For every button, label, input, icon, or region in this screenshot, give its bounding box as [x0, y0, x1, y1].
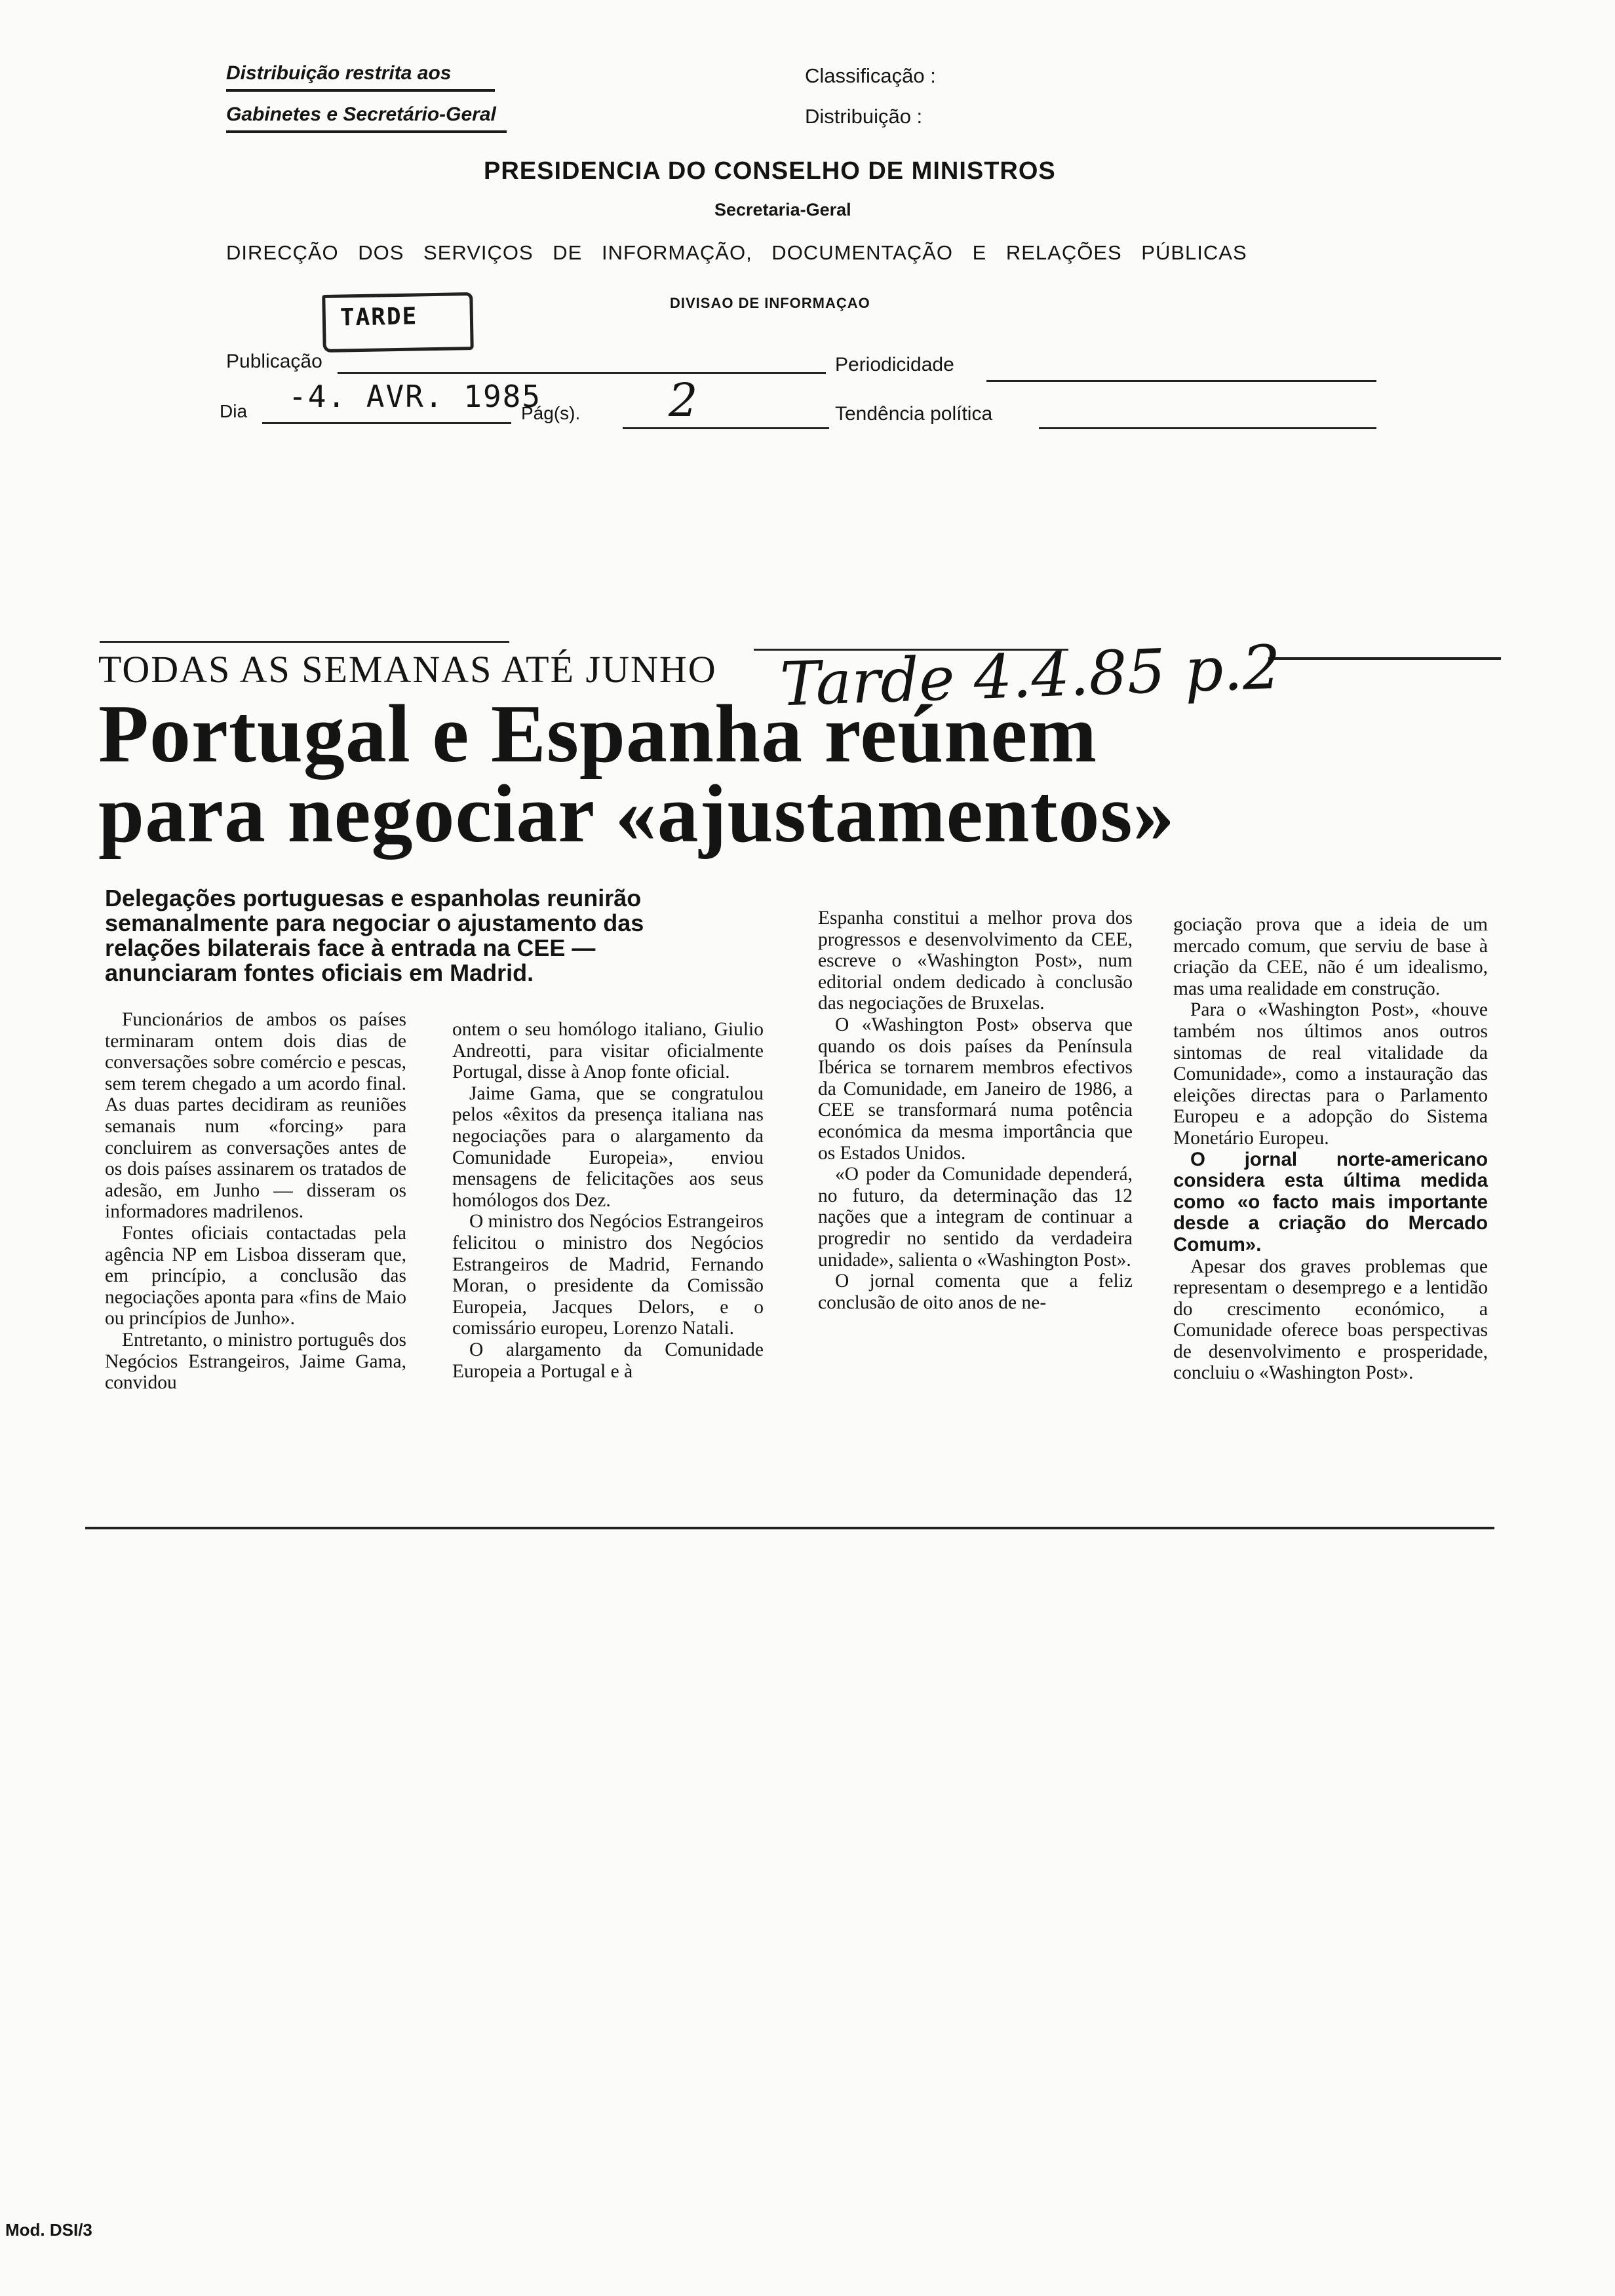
tendencia-line: [1039, 427, 1376, 429]
direccao-title: DIRECÇÃO DOS SERVIÇOS DE INFORMAÇÃO, DOCUMENTAÇÃO E RELAÇÕES PÚBLICAS: [226, 241, 1247, 264]
pags-line: [623, 427, 829, 429]
publication-stamp: [322, 292, 474, 353]
paragraph: ontem o seu homólogo italiano, Giulio Andreotti, para visitar oficialmente Portugal, disse à Anop fonte oficial.: [452, 1019, 764, 1083]
distribution-restricted-label: Distribuição restrita aos: [226, 62, 452, 84]
publicacao-label: Publicação: [226, 351, 322, 372]
underline: [226, 89, 495, 92]
classificacao-label: Classificação :: [805, 64, 936, 87]
date-stamp: -4. AVR. 1985: [288, 379, 542, 414]
kicker: TODAS AS SEMANAS ATÉ JUNHO: [98, 648, 717, 691]
paragraph: Fontes oficiais contactadas pela agência NP em Lisboa disseram que, em princípio, a conclusão das negociações aponta para «fins de Maio ou princípios de Junho».: [105, 1222, 406, 1330]
paragraph: Entretanto, o ministro português dos Negócios Estrangeiros, Jaime Gama, convidou: [105, 1329, 406, 1394]
distribution-recipients-label: Gabinetes e Secretário-Geral: [226, 104, 496, 125]
paragraph: gociação prova que a ideia de um mercado comum, que serviu de base à criação da CEE, não é um idealismo, mas uma realidade em construção.: [1173, 914, 1488, 999]
headline-line-1: Portugal e Espanha reúnem: [98, 689, 1098, 780]
paragraph: Funcionários de ambos os países terminaram ontem dois dias de conversações sobre comércio e pescas, sem terem chegado a um acordo final. As duas partes decidiram as reuniões semanais num «forcing» para concluirem as conversações antes de os dois países assinarem os tratados de adesão, em Junho — disseram os informadores madrilenos.: [105, 1009, 406, 1223]
stamp-text: TARDE: [340, 303, 418, 332]
dia-label: Dia: [220, 401, 248, 421]
paragraph: O jornal comenta que a feliz conclusão de oito anos de ne-: [818, 1271, 1133, 1313]
article-column-1: [105, 1009, 406, 1394]
paragraph: O alargamento da Comunidade Europeia a Portugal e à: [452, 1339, 764, 1382]
article-bottom-rule: [85, 1527, 1494, 1529]
paragraph: O «Washington Post» observa que quando os dois países da Península Ibérica se tornarem membros efectivos da Comunidade, em Janeiro de 1986, a CEE se transformará numa potência económica da mesma importância que os Estados Unidos.: [818, 1014, 1133, 1164]
top-rule-left: [100, 641, 509, 643]
divisao-label: DIVISAO DE INFORMAÇAO: [670, 295, 870, 311]
article-column-3: [818, 908, 1133, 1313]
periodicidade-label: Periodicidade: [835, 354, 954, 375]
paragraph: Jaime Gama, que se congratulou pelos «êxitos da presença italiana nas negociações para o alargamento da Comunidade Europeia», enviou mensagens de felicitações aos seus homólogos dos Dez.: [452, 1082, 764, 1211]
periodicidade-line: [986, 380, 1376, 382]
paragraph: Apesar dos graves problemas que representam o desemprego e a lentidão do crescimento económico, a Comunidade oferece boas perspectivas de desenvolvimento e prosperidade, concluiu o «Washington Post».: [1173, 1255, 1488, 1384]
distribuicao-label: Distribuição :: [805, 105, 923, 128]
page-number-handwritten: 2: [669, 373, 698, 427]
paragraph: O jornal norte-americano considera esta última medida como «o facto mais importante desde a criação do Mercado Comum».: [1173, 1148, 1488, 1255]
paragraph: O ministro dos Negócios Estrangeiros felicitou o ministro dos Negócios Estrangeiros de Madrid, Fernando Moran, o presidente da Comissão Europeia, Jacques Delors, e o comissário europeu, Lorenzo Natali.: [452, 1211, 764, 1339]
form-model-code: Mod. DSI/3: [5, 2220, 92, 2240]
article-column-2: [452, 1019, 764, 1382]
dia-line: [262, 422, 511, 424]
paragraph: Para o «Washington Post», «houve também nos últimos anos outros sintomas de real vitalidade da Comunidade», como a instauração das eleições directas para o Parlamento Europeu e a adopção do Sistema Monetário Europeu.: [1173, 999, 1488, 1149]
headline-line-2: para negociar «ajustamentos»: [98, 769, 1175, 860]
pags-label: Pág(s).: [521, 403, 581, 423]
tendencia-label: Tendência política: [835, 403, 993, 425]
handwritten-note: Tarde 4.4.85 p.2: [779, 632, 1282, 720]
underline: [226, 130, 507, 133]
secretaria-geral-label: Secretaria-Geral: [714, 200, 851, 220]
publicacao-line: [338, 372, 826, 374]
article-column-4: [1173, 914, 1488, 1384]
paragraph: Espanha constitui a melhor prova dos progressos e desenvolvimento da CEE, escreve o «Washington Post», num editorial ondem dedicado à conclusão das negociações de Bruxelas.: [818, 908, 1133, 1014]
presidencia-title: PRESIDENCIA DO CONSELHO DE MINISTROS: [484, 157, 1056, 185]
top-rule-right: [1268, 657, 1501, 660]
lead-paragraph: Delegações portuguesas e espanholas reunirão semanalmente para negociar o ajustamento das relações bilaterais face à entrada na CEE — anunciaram fontes oficiais em Madrid.: [105, 885, 644, 986]
paragraph: «O poder da Comunidade dependerá, no futuro, da determinação das 12 nações que a integram de continuar a progredir no sentido da verdadeira unidade», salienta o «Washington Post».: [818, 1164, 1133, 1271]
